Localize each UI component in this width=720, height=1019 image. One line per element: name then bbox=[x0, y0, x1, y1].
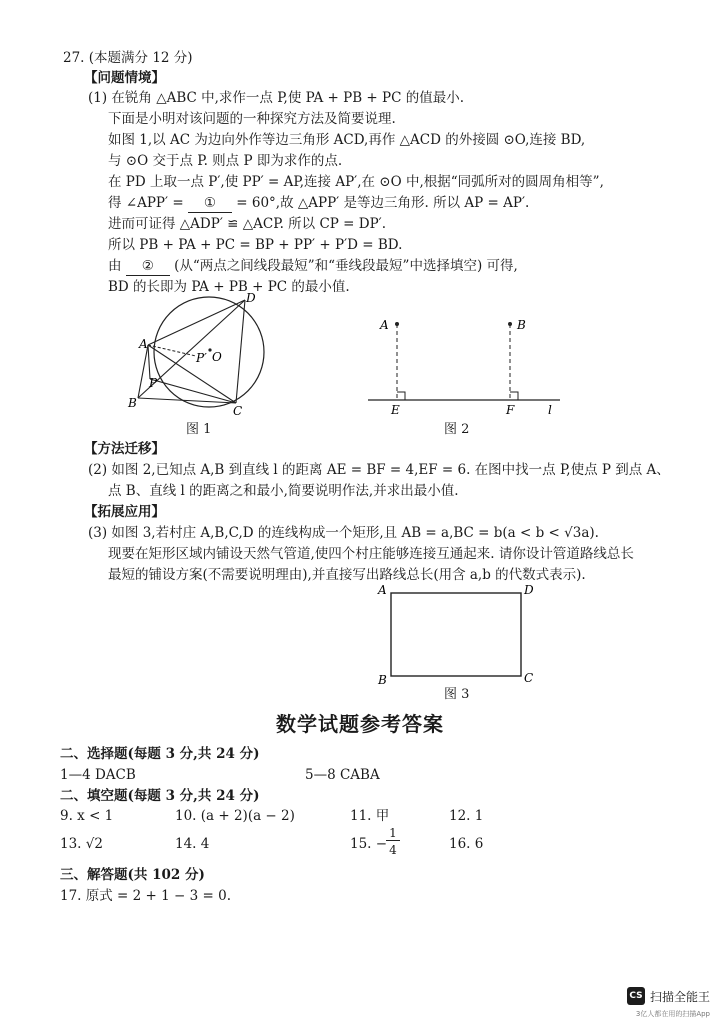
label-c: C bbox=[524, 671, 534, 685]
q1-line-9 bbox=[108, 257, 518, 276]
q1-line-3: 如图 1,以 AC 为边向外作等边三角形 ACD,再作 △ACD 的外接圆 ⊙O,连接 BD, bbox=[108, 132, 586, 148]
q1-line-1: (1) 在锐角 △ABC 中,求作一点 P,使 PA + PB + PC 的值最小. bbox=[88, 90, 465, 106]
q1-line-9b: (从“两点之间线段最短”和“垂线段最短”中选择填空) 可得, bbox=[169, 258, 518, 274]
section-problem-context: 【问题情境】 bbox=[84, 70, 165, 86]
figure-2-caption: 图 2 bbox=[444, 422, 470, 437]
problem-header: 27. (本题满分 12 分) bbox=[63, 50, 193, 66]
answer-15-prefix: 15. − bbox=[350, 836, 388, 852]
q1-line-6a: 得 ∠APP′ = bbox=[108, 195, 188, 211]
segment-ac bbox=[148, 345, 236, 403]
q1-line-4: 与 ⊙O 交于点 P. 则点 P 即为求作的点. bbox=[108, 153, 343, 169]
answer-15-numerator: 1 bbox=[386, 826, 400, 841]
rectangle-abcd bbox=[391, 593, 521, 676]
label-b: B bbox=[128, 396, 137, 410]
segment-ap-prime bbox=[148, 345, 196, 356]
label-e: E bbox=[391, 403, 400, 417]
q1-line-6 bbox=[108, 194, 529, 213]
q1-line-7: 进而可证得 △ADP′ ≌ △ACP. 所以 CP = DP′. bbox=[108, 216, 387, 232]
label-b: B bbox=[517, 318, 526, 332]
label-a: A bbox=[139, 337, 148, 351]
q3-line-1: (3) 如图 3,若村庄 A,B,C,D 的连线构成一个矩形,且 AB = a,BC = b(a < b < √3a). bbox=[88, 525, 599, 541]
section-method-transfer: 【方法迁移】 bbox=[84, 441, 165, 457]
figure-3 bbox=[374, 580, 544, 688]
right-angle-f bbox=[510, 392, 518, 400]
point-a bbox=[395, 322, 399, 326]
label-p: P bbox=[149, 376, 158, 390]
q3-line-2: 现要在矩形区域内铺设天然气管道,使四个村庄能够连接互通起来. 请你设计管道路线总长 bbox=[108, 546, 634, 562]
answer-15-denominator: 4 bbox=[389, 843, 397, 857]
choice-1-4: 1—4 DACB bbox=[60, 767, 136, 783]
right-angle-e bbox=[397, 392, 405, 400]
answer-10: 10. (a + 2)(a − 2) bbox=[175, 808, 295, 824]
figure-2 bbox=[360, 312, 570, 417]
section-extension: 【拓展应用】 bbox=[84, 504, 165, 520]
label-c: C bbox=[233, 404, 243, 418]
blank-1: ① bbox=[188, 194, 232, 213]
label-a: A bbox=[380, 318, 389, 332]
label-a: A bbox=[378, 583, 387, 597]
label-o: O bbox=[212, 350, 222, 364]
q1-line-2: 下面是小明对该问题的一种探究方法及简要说理. bbox=[108, 111, 396, 127]
watermark-tagline: 3亿人都在用的扫描App bbox=[635, 1010, 710, 1018]
answer-key-title: 数学试题参考答案 bbox=[276, 712, 444, 736]
section-choice: 二、选择题(每题 3 分,共 24 分) bbox=[60, 746, 260, 762]
answer-12: 12. 1 bbox=[449, 808, 484, 824]
camscanner-logo-icon: CS bbox=[627, 987, 645, 1005]
section-solve: 三、解答题(共 102 分) bbox=[60, 867, 205, 883]
label-b: B bbox=[378, 673, 387, 687]
watermark-name: 扫描全能王 bbox=[649, 989, 710, 1004]
label-p-prime: P′ bbox=[196, 351, 207, 365]
q2-line-2: 点 B、直线 l 的距离之和最小,简要说明作法,并求出最小值. bbox=[108, 483, 459, 499]
point-b bbox=[508, 322, 512, 326]
figure-1 bbox=[126, 290, 286, 425]
section-fill: 二、填空题(每题 3 分,共 24 分) bbox=[60, 788, 260, 804]
figure-1-caption: 图 1 bbox=[186, 422, 212, 437]
choice-5-8: 5—8 CABA bbox=[305, 767, 380, 783]
q1-line-10: BD 的长即为 PA + PB + PC 的最小值. bbox=[108, 279, 350, 295]
answer-14: 14. 4 bbox=[175, 836, 210, 852]
blank-2: ② bbox=[126, 257, 170, 276]
q1-line-6b: = 60°,故 △APP′ 是等边三角形. 所以 AP = AP′. bbox=[231, 195, 530, 211]
answer-11: 11. 甲 bbox=[350, 808, 390, 824]
q1-line-9a: 由 bbox=[108, 258, 126, 274]
q1-line-8: 所以 PB + PA + PC = BP + PP′ + P′D = BD. bbox=[108, 237, 403, 253]
q2-line-1: (2) 如图 2,已知点 A,B 到直线 l 的距离 AE = BF = 4,EF = 6. 在图中找一点 P,使点 P 到点 A、 bbox=[88, 462, 670, 478]
segment-ap bbox=[148, 345, 150, 379]
answer-13: 13. √2 bbox=[60, 836, 103, 852]
figure-3-caption: 图 3 bbox=[444, 687, 470, 702]
circle-o bbox=[154, 297, 264, 407]
answer-17: 17. 原式 = 2 + 1 − 3 = 0. bbox=[60, 888, 231, 904]
segment-dc bbox=[236, 300, 245, 403]
answer-16: 16. 6 bbox=[449, 836, 484, 852]
label-l: l bbox=[548, 403, 552, 417]
q3-line-3: 最短的铺设方案(不需要说明理由),并直接写出路线总长(用含 a,b 的代数式表示). bbox=[108, 567, 586, 583]
q1-line-5: 在 PD 上取一点 P′,使 PP′ = AP,连接 AP′,在 ⊙O 中,根据“同弧所对的圆周角相等”, bbox=[108, 174, 604, 190]
answer-9: 9. x < 1 bbox=[60, 808, 114, 824]
scanner-watermark bbox=[627, 987, 710, 1005]
label-f: F bbox=[506, 403, 515, 417]
label-d: D bbox=[246, 291, 256, 305]
label-d: D bbox=[524, 583, 534, 597]
